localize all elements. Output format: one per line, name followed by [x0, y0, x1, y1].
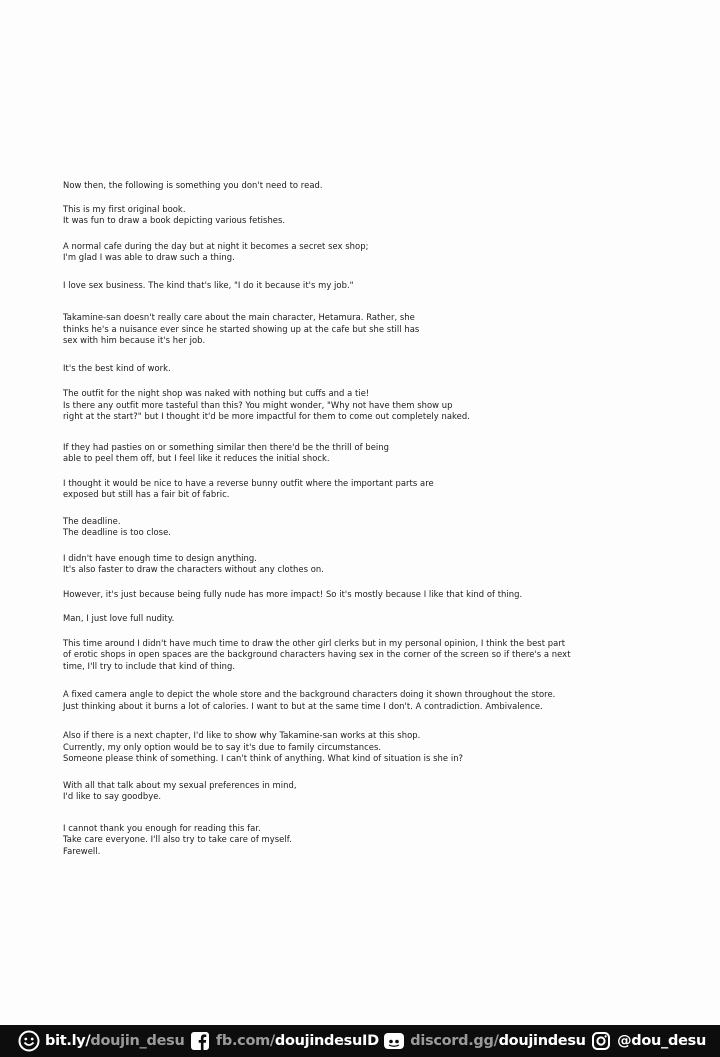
facebook-domain: fb.com/ — [215, 1033, 275, 1049]
scanlation-footer-bar — [0, 1025, 720, 1057]
afterword-paragraph — [63, 780, 663, 803]
text-line: This time around I didn't have much time to draw the other girl clerks but in my personal opinion, I think the best part — [63, 637, 566, 648]
afterword-paragraph — [63, 312, 663, 347]
discord-icon — [383, 1030, 405, 1052]
text-line: Farewell. — [63, 845, 101, 856]
discord-domain: discord.gg/ — [410, 1033, 499, 1049]
afterword-paragraph — [63, 689, 663, 712]
text-line: The deadline. — [63, 515, 121, 526]
bitly-link[interactable] — [18, 1030, 184, 1052]
facebook-path: doujindesuID — [274, 1033, 379, 1049]
text-line: It's the best kind of work. — [63, 362, 171, 373]
text-line: Man, I just love full nudity. — [63, 613, 175, 623]
text-line: The deadline is too close. — [63, 527, 172, 537]
discord-path: doujindesu — [498, 1033, 586, 1049]
afterword-paragraph — [63, 280, 663, 292]
afterword-paragraph — [63, 638, 663, 673]
text-line: Is there any outfit more tasteful than this? You might wonder, "Why not have them show up — [63, 399, 453, 410]
text-line: If they had pasties on or something similar then there'd be the thrill of being — [63, 441, 389, 452]
instagram-handle: @dou_desu — [617, 1033, 706, 1049]
smiley-logo-icon — [18, 1030, 40, 1052]
text-line: This is my first original book. — [63, 203, 186, 214]
text-line: However, it's just because being fully nude has more impact! So it's mostly because I like that kind of thing. — [63, 588, 523, 599]
afterword-paragraph — [63, 478, 663, 501]
afterword-paragraph — [63, 442, 663, 465]
text-line: With all that talk about my sexual preferences in mind, — [63, 779, 297, 790]
text-line: able to peel them off, but I feel like it reduces the initial shock. — [63, 453, 330, 463]
facebook-link[interactable] — [189, 1030, 379, 1052]
afterword-paragraph — [63, 363, 663, 375]
bitly-path: doujin_desu — [90, 1033, 185, 1049]
text-line: Just thinking about it burns a lot of calories. I want to but at the same time I don't. A contradiction. Ambivalence. — [63, 700, 543, 711]
afterword-paragraph — [63, 180, 663, 192]
text-line: I'd like to say goodbye. — [63, 791, 162, 801]
text-line: Take care everyone. I'll also try to take care of myself. — [63, 834, 292, 844]
text-line: time, I'll try to include that kind of thing. — [63, 660, 236, 671]
afterword-paragraph — [63, 204, 663, 227]
text-line: exposed but still has a fair bit of fabric. — [63, 489, 230, 499]
text-line: I cannot thank you enough for reading this far. — [63, 822, 261, 833]
text-line: A normal cafe during the day but at night it becomes a secret sex shop; — [63, 240, 369, 251]
afterword-paragraph — [63, 516, 663, 539]
text-line: I love sex business. The kind that's like, "I do it because it's my job." — [63, 279, 354, 290]
text-line: Currently, my only option would be to say it's due to family circumstances. — [63, 741, 382, 752]
afterword-paragraph — [63, 241, 663, 264]
text-line: I thought it would be nice to have a reverse bunny outfit where the important parts are — [63, 477, 434, 488]
text-line: Now then, the following is something you don't need to read. — [63, 180, 323, 190]
afterword-text — [63, 166, 663, 857]
text-line: right at the start?" but I thought it'd be more impactful for them to come out completely naked. — [63, 411, 470, 421]
afterword-paragraph — [63, 553, 663, 576]
afterword-paragraph — [63, 613, 663, 625]
bitly-domain: bit.ly/ — [45, 1033, 91, 1049]
text-line: I didn't have enough time to design anything. — [63, 552, 257, 563]
text-line: sex with him because it's her job. — [63, 335, 206, 345]
text-line: A fixed camera angle to depict the whole store and the background characters doing it shown throughout the store. — [63, 689, 556, 699]
afterword-paragraph — [63, 823, 663, 858]
discord-link[interactable] — [383, 1030, 585, 1052]
instagram-link[interactable] — [590, 1030, 706, 1052]
afterword-paragraph — [63, 730, 663, 765]
text-line: It was fun to draw a book depicting various fetishes. — [63, 215, 286, 225]
facebook-icon — [189, 1030, 211, 1052]
text-line: Also if there is a next chapter, I'd like to show why Takamine-san works at this shop. — [63, 730, 421, 740]
text-line: It's also faster to draw the characters without any clothes on. — [63, 564, 324, 574]
text-line: of erotic shops in open spaces are the background characters having sex in the corner of the screen so if there's a next — [63, 649, 571, 659]
afterword-paragraph — [63, 388, 663, 423]
text-line: The outfit for the night shop was naked with nothing but cuffs and a tie! — [63, 388, 370, 398]
afterword-paragraph — [63, 589, 663, 601]
instagram-icon — [590, 1030, 612, 1052]
text-line: Takamine-san doesn't really care about the main character, Hetamura. Rather, she — [63, 312, 415, 322]
text-line: I'm glad I was able to draw such a thing. — [63, 252, 235, 262]
text-line: Someone please think of something. I can't think of anything. What kind of situation is she in? — [63, 753, 464, 763]
text-line: thinks he's a nuisance ever since he started showing up at the cafe but she still has — [63, 323, 420, 334]
